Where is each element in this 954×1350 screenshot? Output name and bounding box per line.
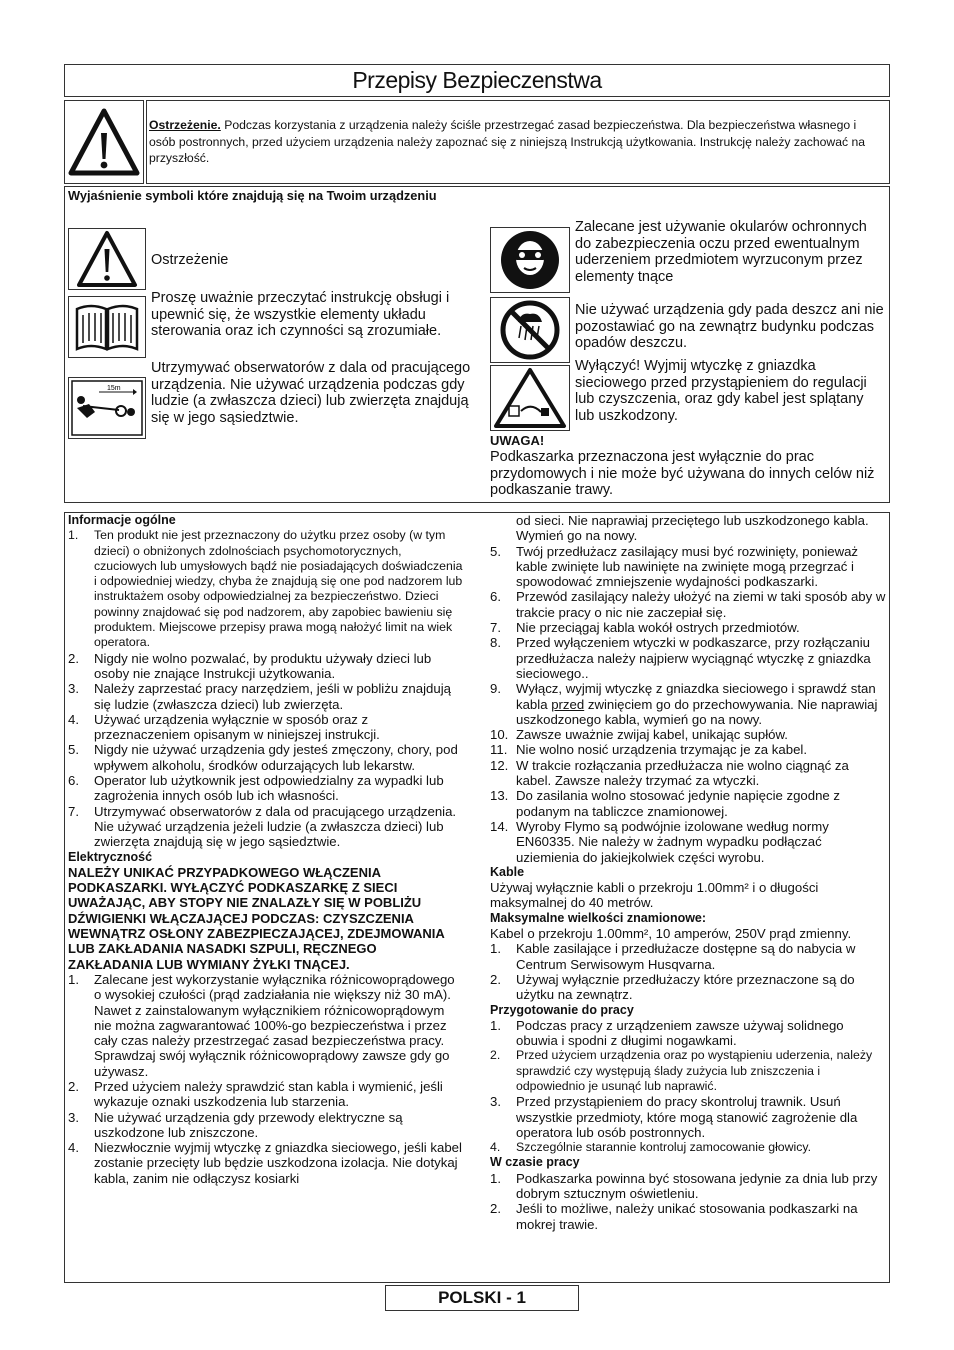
left-column xyxy=(68,513,464,1186)
right-column xyxy=(490,513,886,1232)
list-item: 12. W trakcie rozłączania przedłużacza nie wolno ciągnąć za kabel. Zawsze należy trzymać za wtyczki. xyxy=(490,757,849,789)
list-item: 1. Podczas pracy z urządzeniem zawsze używaj solidnego obuwia i spodni z długimi nogawkami. xyxy=(490,1017,844,1049)
list-item: 5. Twój przedłużacz zasilający musi być rozwinięty, ponieważ kable zwinięte lub nawinięte na zwinięte mogą przegrzać i spowodować zmniejszenie wydajności podkaszarki. xyxy=(490,543,859,590)
list-item: 2. Jeśli to możliwe, należy unikać stosowania podkaszarki na mokrej trawie. xyxy=(490,1201,858,1232)
symbol-book xyxy=(68,296,146,358)
warning-icon-box xyxy=(64,100,144,184)
max-ratings-heading: Maksymalne wielkości znamionowe: xyxy=(490,910,707,925)
list-item: 3. Przed przystąpieniem do pracy skontroluj trawnik. Usuń wszystkie przedmioty, które mogą stanowić zagrożenie dla operatora lub osób postronnych. xyxy=(490,1094,858,1140)
warning-label: Ostrzeżenie. xyxy=(149,118,221,132)
warning-triangle-icon xyxy=(65,101,143,183)
list-item: 6. Przewód zasilający należy ułożyć na ziemi w taki sposób aby w trakcie pracy o nic nie zaczepiał się. xyxy=(490,589,886,620)
electric-heading: Elektryczność xyxy=(68,849,153,864)
list-item: 2. Używaj wyłącznie przedłużaczy które przeznaczone są do użytku na zewnątrz. xyxy=(490,971,855,1003)
list-item: 4. Niezwłocznie wyjmij wtyczkę z gniazdka sieciowego, jeśli kabel zostanie przecięty lub będzie uszkodzona izolacja. Nie dotykaj kabla, zanim nie odłączysz kosiarki xyxy=(68,1140,462,1186)
unplug-warning-icon xyxy=(491,366,569,430)
list-item: 8. Przed wyłączeniem wtyczki w podkaszarce, przy rozłączaniu przedłużacza należy najpierw wyciągnąć wtyczkę z gniazdka sieciowego.. xyxy=(490,635,871,681)
footer-box xyxy=(385,1285,579,1311)
symbol-bystanders-text: Utrzymywać obserwatorów z dala od pracującego urządzenia. Nie używać urządzenia podczas gdy ludzie (a zwłaszcza dzieci) lub zwierzęta znajdują się w jego sąsiedztwie. xyxy=(151,360,471,427)
uwaga-heading: UWAGA! xyxy=(490,433,545,448)
list-item: 9. Wyłącz, wyjmij wtyczkę z gniazdka sieciowego i sprawdź stan kabla przed zwinięciem go do przechowywania. Nie naprawiaj uszkodzonego kabla, wymień go na nowy. xyxy=(490,681,878,727)
list-item: 7. Utrzymywać obserwatorów z dala od pracującego urządzenia. Nie używać urządzenia jeżeli ludzie (a zwłaszcza dzieci) lub zwierzęta znajdują się w jego sąsiedztwie. xyxy=(68,803,457,850)
symbol-unplug xyxy=(490,365,570,431)
list-item: 1. Kable zasilające i przedłużacze dostępne są do nabycia w Centrum Serwisowym Husqvarna. xyxy=(490,941,856,972)
list-item: 1. Zalecane jest wykorzystanie wyłącznika różnicowoprądowego o wysokiej czułości (prąd zadziałania nie większy niż 30 mA). Nawet z zainstalowanym wyłącznikiem różnicowoprądowym nie można zagwarantować 100%-go bezpieczeństwa i przez cały czas należy przestrzegać zasad bezpieczeństwa pracy. Sprawdzaj swój wyłącznik różnicowoprądowy zawsze gdy go używasz. xyxy=(68,971,455,1079)
work-heading: W czasie pracy xyxy=(490,1155,580,1170)
list-item: 5. Nigdy nie używać urządzenia gdy jesteś zmęczony, chory, pod wpływem alkoholu, środków odurzających lub lekarstw. xyxy=(68,742,458,773)
general-heading: Informacje ogólne xyxy=(68,513,176,527)
electric-warning-caps: NALEŻY UNIKAĆ PRZYPADKOWEGO WŁĄCZENIA PODKASZARKI. WYŁĄCZYĆ PODKASZARKĘ Z SIECI UWAŻAJĄC, ABY STOPY NIE ZNALAZŁY SIĘ W POBLIŻU DŹWIGIENKI WŁĄCZAJĄCEJ PODCZAS: CZYSZCZENIA WEWNĄTRZ OSŁONY ZABEZPIECZAJĄCEJ, ZDEJMOWANIA LUB ZAKŁADANIA NASADKI SZPULI, RĘCZNEGO ZAKŁADANIA LUB WYMIANY ŻYŁKI TNĄCEJ. xyxy=(68,864,445,972)
list-item: 14. Wyroby Flymo są podwójnie izolowane według normy EN60335. Nie należy w żadnym wypadku podłączać uziemienia do jakiejkolwiek części wyrobu. xyxy=(490,818,829,865)
warning-triangle-icon xyxy=(69,229,145,289)
title-box xyxy=(64,64,890,97)
list-item: 4. Szczególnie starannie kontroluj zamocowanie głowicy. xyxy=(490,1140,812,1155)
symbol-warning xyxy=(68,228,146,290)
symbol-eye-protection xyxy=(490,227,570,293)
list-item: 3. Należy zaprzestać pracy narzędziem, jeśli w pobliżu znajdują się ludzie (zwłaszcza dzieci) lub zwierzęta. xyxy=(68,681,451,712)
list-item: 10. Zawsze uważnie zwijaj kabel, unikając supłów. xyxy=(490,727,788,743)
list-item: 3. Nie używać urządzenia gdy przewody elektryczne są uszkodzone lub zniszczone. xyxy=(68,1109,403,1140)
page-title: Przepisy Bezpieczenstwa xyxy=(352,67,602,93)
list-item: 7. Nie przeciągaj kabla wokół ostrych przedmiotów. xyxy=(490,620,800,636)
svg-text:15m: 15m xyxy=(107,385,121,392)
list-item: 1. Ten produkt nie jest przeznaczony do użytku przez osoby (w tym dzieci) o obniżonych zdolnościach psychomotorycznych, czuciowych lub umysłowych bądź nie posiadających doświadczenia i odpowiedniej wiedzy, chyba że znajdują się one pod nadzorem lub instruktażem osoby odpowiedzialnej za bezpieczeństwo. Dzieci powinny znajdować się pod nadzorem, aby zapobiec bawieniu się produktem. Miejscowe przepisy prawa mogą nałożyć limit na wiek operatora. xyxy=(68,528,463,650)
symbol-bystanders xyxy=(68,377,146,439)
symbol-book-text: Proszę uważnie przeczytać instrukcję obsługi i upewnić się, że wszystkie elementy układu sterowania oraz ich czynności są zrozumiałe. xyxy=(151,290,450,340)
list-item: 4. Używać urządzenia wyłącznie w sposób oraz z przeznaczeniem opisanym w niniejszej instrukcji. xyxy=(68,711,380,743)
symbol-unplug-text: Wyłączyć! Wyjmij wtyczkę z gniazdka sieciowego przed przystąpieniem do regulacji lub czyszczenia, oraz gdy kabel jest splątany lub uszkodzony. xyxy=(575,358,867,425)
keep-bystanders-away-icon xyxy=(69,378,145,438)
list-item: 11. Nie wolno nosić urządzenia trzymając je za kabel. xyxy=(490,742,807,758)
instruction-book-icon xyxy=(69,297,145,357)
list-item: od sieci. Nie naprawiaj przeciętego lub uszkodzonego kabla. Wymień go na nowy. xyxy=(516,513,869,544)
warning-text: Podczas korzystania z urządzenia należy ściśle przestrzegać zasad bezpieczeństwa. Dla bezpieczeństwa własnego i osób postronnych, przed użyciem urządzenia należy zapoznać się z niniejszą Instrukcją użytkowania. Instrukcję należy zachować na przyszłość. xyxy=(149,118,866,165)
list-item: 2. Przed użyciem urządzenia oraz po wystąpieniu uderzenia, należy sprawdzić czy występują ślady zużycia lub zniszczenia i odpowiednio je usunąć lub naprawić. xyxy=(490,1048,873,1093)
symbol-eye-protection-text: Zalecane jest używanie okularów ochronnych do zabezpieczenia oczu przed ewentualnym uderzeniem przedmiotem wyrzuconym przez elementy tnące xyxy=(575,219,867,286)
prep-heading: Przygotowanie do pracy xyxy=(490,1002,634,1017)
list-item: 2. Przed użyciem należy sprawdzić stan kabla i wymienić, jeśli wykazuje oznaki uszkodzenia lub starzenia. xyxy=(68,1078,443,1110)
no-rain-icon xyxy=(491,298,569,362)
page-number-label: POLSKI - 1 xyxy=(438,1288,526,1307)
uwaga-text: Podkaszarka przeznaczona jest wyłącznie do prac przydomowych i nie może być używana do innych celów niż podkaszanie trawy. xyxy=(490,449,875,499)
symbol-warning-text: Ostrzeżenie xyxy=(151,252,229,268)
max-ratings-text: Kabel o przekroju 1.00mm², 10 amperów, 250V prąd zmienny. xyxy=(490,926,852,942)
list-item: 6. Operator lub użytkownik jest odpowiedzialny za wypadki lub zagrożenia innych osób lub ich własności. xyxy=(68,773,444,804)
symbol-no-rain-text: Nie używać urządzenia gdy pada deszcz ani nie pozostawiać go na zewnątrz budynku podczas opadów deszczu. xyxy=(575,302,884,352)
symbol-no-rain xyxy=(490,297,570,363)
kable-heading: Kable xyxy=(490,864,525,879)
list-item: 13. Do zasilania wolno stosować jedynie napięcie zgodne z podanym na tabliczce znamionowej. xyxy=(490,788,841,819)
eye-protection-icon xyxy=(491,228,569,292)
list-item: 1. Podkaszarka powinna być stosowana jedynie za dnia lub przy dobrym sztucznym oświetleniu. xyxy=(490,1170,878,1202)
symbols-heading: Wyjaśnienie symboli które znajdują się na Twoim urządzeniu xyxy=(68,188,437,203)
kable-text: Używaj wyłącznie kabli o przekroju 1.00mm² i o długości maksymalnej do 40 metrów. xyxy=(490,880,819,911)
list-item: 2. Nigdy nie wolno pozwalać, by produktu używały dzieci lub osoby nie znające Instrukcji użytkowania. xyxy=(68,650,432,681)
warning-text-box xyxy=(146,100,890,184)
